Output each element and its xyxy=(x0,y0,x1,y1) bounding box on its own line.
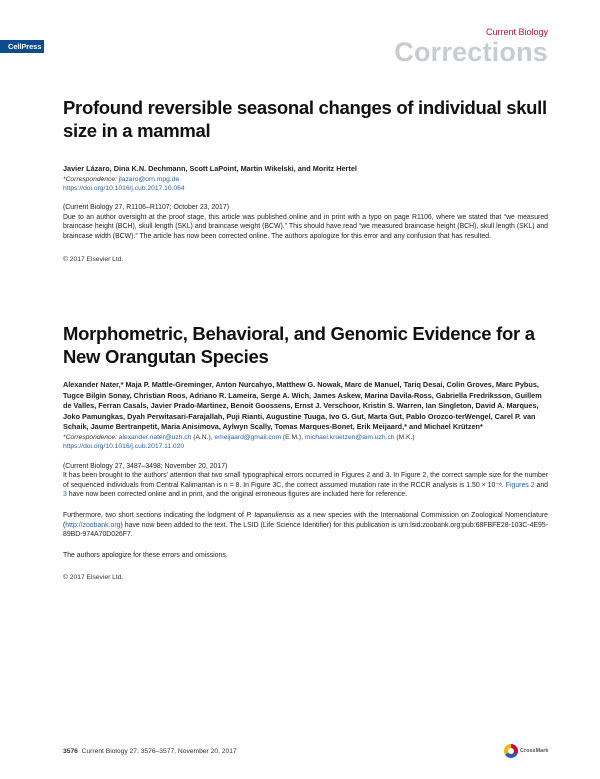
paragraph: Furthermore, two short sections indicating the lodgment of P. tapanuliensis as a new species with the International Commission on Zoological Nomenclature (http://zoobank.org) have now been added to the text. The LSID (Life Science Identifier) for this publication is urn:lsid:zoobank.org:pub:68FBFE28-103C-4E95-89BD-974A70D026F7. xyxy=(63,511,549,539)
correspondence-email-link[interactable]: michael.kruetzen@aim.uzh.ch xyxy=(304,433,395,441)
footer-citation: Current Biology 27, 3576–3577, November 20, 2017 xyxy=(81,748,237,755)
publisher-logo: CellPress xyxy=(0,40,44,53)
paragraph: It has been brought to the authors’ attention that two small typographical errors occurred in Figures 2 and 3. In Figure 2, the correct sample size for the number of sequenced individuals from Central Kalimantan is n = 8. In Figure 3C, the correct assumed mutation rate in the RCCR analysis is 1.50 × 10⁻⁸. Figures 2 and 3 have now been corrected online and in print, and the original erroneous figures are included here for reference. xyxy=(63,472,549,499)
journal-name: Current Biology xyxy=(485,27,548,37)
article-1 xyxy=(63,96,548,263)
article-1-title: Profound reversible seasonal changes of individual skull size in a mammal xyxy=(63,97,547,141)
crossmark-label: CrossMark xyxy=(520,748,549,754)
correspondence-email-link[interactable]: emeijaard@gmail.com xyxy=(214,433,282,441)
article-1-copyright: © 2017 Elsevier Ltd. xyxy=(63,255,124,263)
article-2-body xyxy=(63,462,548,561)
page-footer xyxy=(63,748,237,755)
article-2-authors xyxy=(63,380,548,433)
page-number: 3576 xyxy=(63,748,78,755)
citation: (Current Biology 27, R1106–R1107; October 23, 2017) xyxy=(63,204,229,212)
paragraph: The authors apologize for these errors and omissions. xyxy=(63,551,228,559)
article-1-authors xyxy=(63,164,548,175)
correspondence-email-link[interactable]: jlazaro@orn.mpg.de xyxy=(118,175,180,183)
figure-2-link[interactable]: Figures 2 xyxy=(505,481,535,489)
crossmark-icon xyxy=(504,744,518,758)
paragraph: Due to an author oversight at the proof stage, this article was published online and in print with a typo on page R1106, where we stated that “we measured braincase height (BCH), skull length (SKL) and braincase weight (BCW).” This should have read “we measured braincase height (BCH), skull length (SKL) and braincase width (BCW).” The article has now been corrected online. The authors apologize for this error and any confusion that has resulted. xyxy=(63,213,548,240)
crossmark-badge[interactable] xyxy=(504,742,548,760)
article-2-correspondence: *Correspondence: alexander.nater@uzh.ch (A.N.), emeijaard@gmail.com (E.M.), michael.kruetzen@aim.uzh.ch (M.K.) xyxy=(63,433,415,441)
article-1-body xyxy=(63,203,548,241)
doi-link[interactable]: https://doi.org/10.1016/j.cub.2017.10.064 xyxy=(63,184,185,192)
figure-3-link[interactable]: 3 xyxy=(63,491,67,499)
article-2-title: Morphometric, Behavioral, and Genomic Evidence for a New Orangutan Species xyxy=(63,323,535,367)
article-2-doi xyxy=(63,442,548,451)
correspondence-email-link[interactable]: alexander.nater@uzh.ch xyxy=(118,433,192,441)
author-list: Alexander Nater,* Maja P. Mattle-Greminger, Anton Nurcahyo, Matthew G. Nowak, Marc de Manuel, Tariq Desai, Colin Groves, Marc Pybus, Tugce Bilgin Sonay, Christian Roos, Adriano R. Lameira, Serge A. Wich, James Askew, Marina Davila-Ross, Gabriella Fredriksson, Guillem de Valles, Ferran Casals, Javier Prado-Martinez, Benoit Goossens, Ernst J. Verschoor, Kristin S. Warren, Ian Singleton, David A. Marques, Joko Pamungkas, Dyah Perwitasari-Farajallah, Puji Rianti, Augustine Tuuga, Ivo G. Gut, Marta Gut, Pablo Orozco-terWengel, Carel P. van Schaik, Jaume Bertranpetit, Maria Anisimova, Aylwyn Scally, Tomas Marques-Bonet, Erik Meijaard,* and Michael Krützen* xyxy=(63,380,542,432)
article-1-doi xyxy=(63,184,548,193)
article-1-correspondence: *Correspondence: jlazaro@orn.mpg.de xyxy=(63,175,180,183)
article-2 xyxy=(63,322,548,581)
citation: (Current Biology 27, 3487–3498; November 20, 2017) xyxy=(63,462,228,470)
article-2-copyright: © 2017 Elsevier Ltd. xyxy=(63,574,124,582)
section-title: Corrections xyxy=(394,37,548,67)
author-list: Javier Lázaro, Dina K.N. Dechmann, Scott LaPoint, Martin Wikelski, and Moritz Hertel xyxy=(63,164,357,173)
zoobank-link[interactable]: http://zoobank.org xyxy=(65,521,121,529)
doi-link[interactable]: https://doi.org/10.1016/j.cub.2017.11.020 xyxy=(63,443,185,451)
